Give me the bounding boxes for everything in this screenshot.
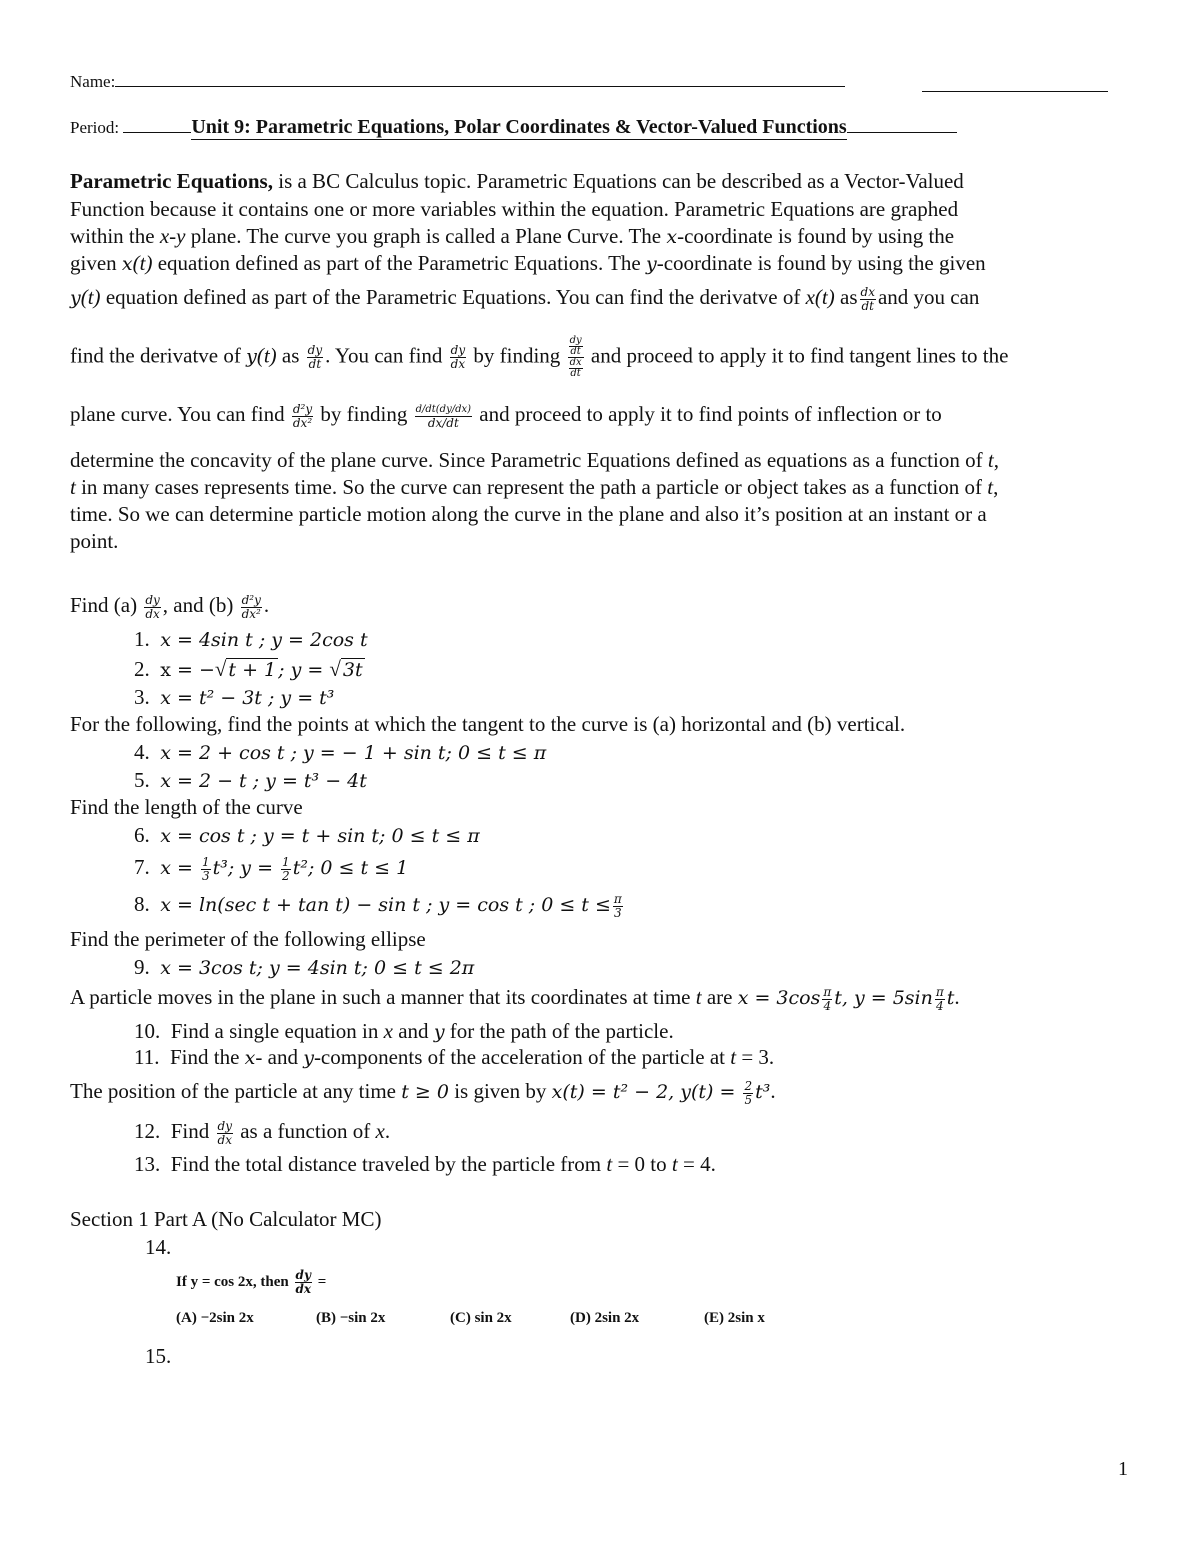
q14-number: 14. [145,1235,172,1259]
problem-8: 8. x = ln(sec t + tan t) − sin t ; y = cos t ; 0 ≤ t ≤ $\frac{\pi}{3}$ [134,891,622,920]
extra-blank [922,72,1108,98]
problem-4: 4. x = 2 + cos t ; y = − 1 + sin t; 0 ≤ t ≤ π [134,740,547,764]
intro-line-11: point. [70,529,119,553]
intro-line-1: Parametric Equations, is a BC Calculus topic. Parametric Equations can be described as a Vector-Valued [70,169,964,193]
name-label: Name: [70,72,116,91]
intro-line-6: find the derivatve of y(t) as $\frac{dy}{dt}$ . You can find $\frac{dy}{dx}$ by finding $\frac{\frac{dy}{dt}}{\frac{dx}{dt}}$ and proceed to apply it to find tangent lines to the [70,335,1009,379]
problem-9: 9. x = 3cos t; y = 4sin t; 0 ≤ t ≤ 2π [134,955,475,979]
name-blank [115,72,845,87]
q14-prompt: If y = cos 2x, then $\frac{dy}{dx}$ = [176,1268,327,1296]
q14-choice-e: (E) 2sin x [704,1310,765,1326]
period-line [70,116,957,140]
name-line [70,72,845,92]
intro-line-5: y(t) equation defined as part of the Parametric Equations. You can find the derivatve of x(t) as $\frac{dx}{dt}$ and you can [70,284,980,313]
problem-6: 6. x = cos t ; y = t + sin t; 0 ≤ t ≤ π [134,823,480,847]
tangent-heading: For the following, find the points at which the tangent to the curve is (a) horizontal and (b) vertical. [70,712,906,736]
problem-7: 7. x = $\frac{1}{3}$ t³; y = $\frac{1}{2}$ t²; 0 ≤ t ≤ 1 [134,854,409,883]
ellipse-heading: Find the perimeter of the following ellipse [70,927,426,951]
problem-3: 3. x = t² − 3t ; y = t³ [134,685,335,709]
intro-line-2: Function because it contains one or more variables within the equation. Parametric Equations are graphed [70,197,959,221]
length-heading: Find the length of the curve [70,795,303,819]
problem-1: 1. x = 4sin t ; y = 2cos t [134,627,368,651]
q14-choice-a: (A) −2sin 2x [176,1310,254,1326]
problem-10: 10. Find a single equation in x and y for the path of the particle. [134,1019,674,1043]
unit-title: Unit 9: Parametric Equations, Polar Coordinates & Vector-Valued Functions [191,116,847,138]
find-derivs-heading: Find (a) $\frac{dy}{dx}$ , and (b) $\frac{\text{d²y}}{\text{dx²}}$ . [70,592,270,621]
period-label: Period: [70,118,120,137]
problem-11: 11. Find the x- and y-components of the acceleration of the particle at t = 3. [134,1045,775,1069]
period-blank [123,118,191,133]
q14-choice-c: (C) sin 2x [450,1310,512,1326]
problem-2: 2. x = −√ t + 1 ; y = √ 3t [134,657,363,681]
position-heading: The position of the particle at any time t ≥ 0 is given by x(t) = t² − 2, y(t) = $\frac{2}{5}$ t³. [70,1078,776,1107]
problem-12: 12. Find $\frac{dy}{dx}$ as a function of x. [134,1118,391,1147]
intro-line-10: time. So we can determine particle motion along the curve in the plane and also it’s position at an instant or a [70,502,987,526]
intro-line-3: within the x-y plane. The curve you graph is called a Plane Curve. The x-coordinate is found by using the [70,224,955,248]
q14-choice-d: (D) 2sin 2x [570,1310,640,1326]
intro-line-8: determine the concavity of the plane curve. Since Parametric Equations defined as equations as a function of t, [70,448,999,472]
intro-line-9: t in many cases represents time. So the curve can represent the path a particle or object takes as a function of t, [70,475,999,499]
intro-line-4: given x(t) equation defined as part of the Parametric Equations. The y-coordinate is found by using the given [70,251,986,275]
problem-5: 5. x = 2 − t ; y = t³ − 4t [134,768,367,792]
q14-choice-b: (B) −sin 2x [316,1310,386,1326]
intro-line-7: plane curve. You can find $\frac{\text{d²y}}{\text{dx²}}$ by finding $\frac{d/dt(dy/dx)}{dx/dt}$ and proceed to apply it to find points of inflection or to [70,401,942,430]
mc-heading: Section 1 Part A (No Calculator MC) [70,1207,382,1231]
particle-heading: A particle moves in the plane in such a manner that its coordinates at time t are x = 3cos $\frac{\pi}{4}$ t, y = 5sin $\frac{\pi}{4}$ t. [70,984,960,1013]
q15-number: 15. [145,1344,172,1368]
page-number: 1 [1118,1458,1128,1480]
problem-13: 13. Find the total distance traveled by the particle from t = 0 to t = 4. [134,1152,716,1176]
